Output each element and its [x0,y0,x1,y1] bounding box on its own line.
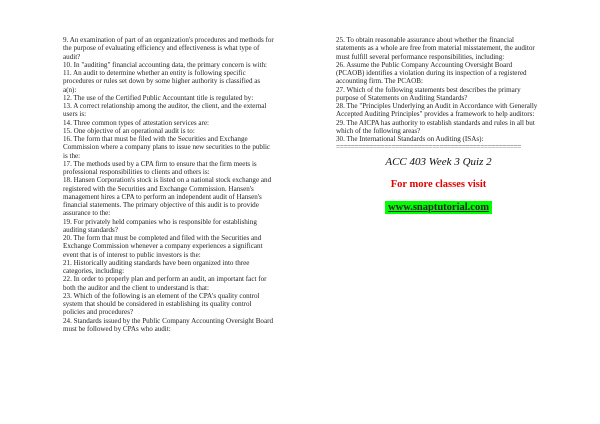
question-14: 14. Three common types of attestation services are: [63,118,210,127]
promo-link-wrap [336,201,541,214]
question-18: 18. Hansen Corporation's stock is listed on a national stock exchange and registered with the Securities and Exchange Commission. Hansen's management hires a CPA to perform an independent audit of Hansen's financial statements. The primary objective of this audit is to provide assurance to the: [63,176,272,218]
question-9: 9. An examination of part of an organization's procedures and methods for the purpose of evaluating efficiency and effectiveness is what type of audit? [63,36,274,61]
question-10: 10. In "auditing" financial accounting data, the primary concern is with: [63,60,267,69]
question-17: 17. The methods used by a CPA firm to ensure that the firm meets is professional responsibilities to clients and others is: [63,159,257,176]
question-30: 30. The International Standards on Auditing (ISAs): [336,135,484,143]
question-29: 29. The AICPA has authority to establish standards and rules in all but which of the following areas? [336,118,535,135]
question-28: 28. The "Principles Underlying an Audit in Accordance with Generally Accepted Auditing Principles" provides a framework to help auditors: [336,102,538,119]
question-23: 23. Which of the following is an element of the CPA's quality control system that should be considered in establishing its quality control policies and procedures? [63,291,260,317]
question-25: 25. To obtain reasonable assurance about whether the financial statements as a whole are free from material misstatement, the auditor must fulfill several performance responsibilities, including: [336,36,535,61]
separator-line: ================================================== [336,143,522,152]
question-22: 22. In order to properly plan and perform an audit, an important fact for both the auditor and the client to understand is that: [63,275,267,292]
website-link[interactable]: www.snaptutorial.com [385,201,492,214]
question-27: 27. Which of the following statements best describes the primary purpose of Statements on Auditing Standards? [336,85,521,102]
question-20: 20. The form that must be completed and filed with the Securities and Exchange Commission whenever a company experiences a significant event that is of interest to public investors is the: [63,234,263,259]
question-24: 24. Standards issued by the Public Company Accounting Oversight Board must be followed by CPAs who audit: [63,316,274,333]
question-15: 15. One objective of an operational audit is to: [63,126,195,135]
question-21: 21. Historically auditing standards have been organized into three categories, including: [63,258,250,275]
question-16: 16. The form that must be filed with the Securities and Exchange Commission where a company plans to issue new securities to the public is the: [63,135,271,160]
question-11: 11. An audit to determine whether an entity is following specific procedures or rules set down by some higher authority is classified as a(n): [63,69,261,94]
question-19: 19. For privately held companies who is responsible for establishing auditing standards? [63,217,257,234]
question-12: 12. The use of the Certified Public Accountant title is regulated by: [63,93,254,102]
quiz-title: ACC 403 Week 3 Quiz 2 [385,155,492,168]
left-column [63,36,274,333]
right-column [336,36,541,214]
question-13: 13. A correct relationship among the auditor, the client, and the external users is: [63,102,267,119]
promo-text: For more classes visit [390,178,487,190]
question-26: 26. Assume the Public Company Accounting Oversight Board (PCAOB) identifies a violation during its inspection of a registered accounting firm. The PCAOB: [336,60,527,86]
